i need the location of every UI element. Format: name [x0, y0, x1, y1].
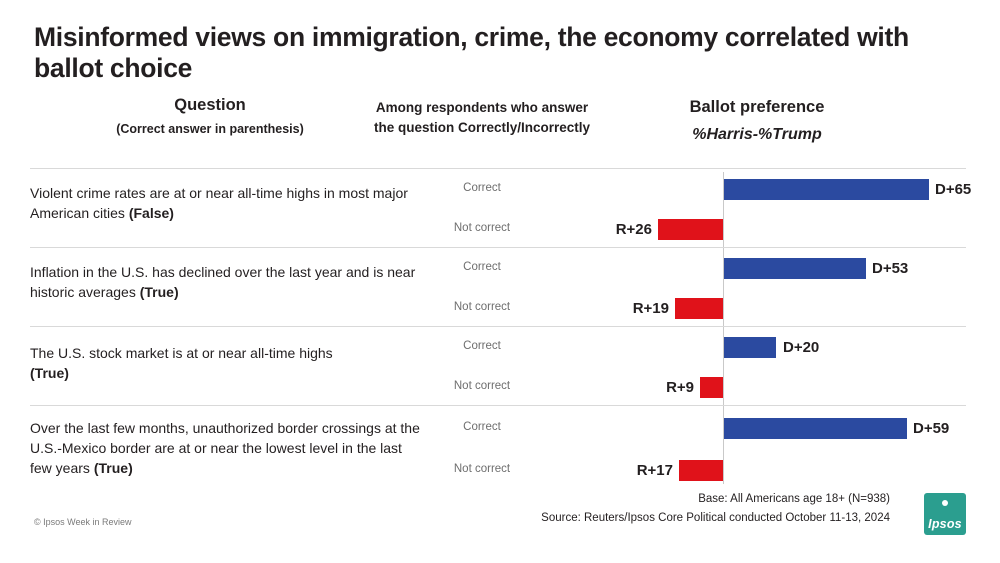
bar-value-republican: R+19	[632, 300, 669, 317]
footer-base: Base: All Americans age 18+ (N=938)	[698, 492, 890, 505]
chart-subrow-not-correct	[0, 372, 1000, 406]
chart-row-group	[0, 326, 1000, 405]
chart-row-group	[0, 405, 1000, 491]
footer-source: Source: Reuters/Ipsos Core Political conducted October 11-13, 2024	[541, 512, 890, 525]
bar-democrat	[724, 258, 866, 279]
ipsos-logo	[924, 493, 966, 535]
bar-value-democrat: D+59	[913, 420, 950, 437]
subrow-label-correct: Correct	[463, 182, 501, 194]
chart-subrow-correct	[0, 174, 1000, 208]
question-statement: The U.S. stock market is at or near all-time highs	[30, 345, 333, 361]
bar-zone	[0, 253, 1000, 287]
column-header-question	[110, 96, 310, 138]
bar-value-democrat: D+53	[872, 260, 909, 277]
bar-democrat	[724, 337, 776, 358]
chart-subrow-not-correct	[0, 214, 1000, 248]
row-divider	[30, 405, 966, 406]
chart-subrow-not-correct	[0, 455, 1000, 489]
column-header-among-respondents: Among respondents who answer the question Correctly/Incorrectly	[373, 100, 591, 135]
column-header-question-label: Question	[174, 96, 246, 114]
question-statement: Inflation in the U.S. has declined over the last year and is near historic averages	[30, 264, 416, 300]
bar-value-republican: R+17	[636, 462, 673, 479]
row-divider	[30, 326, 966, 327]
bar-republican	[675, 298, 723, 319]
page-title: Misinformed views on immigration, crime, the economy correlated with ballot choice	[34, 22, 909, 84]
bar-zone	[0, 293, 1000, 327]
logo-dot-icon	[942, 500, 948, 506]
subrow-label-not-correct: Not correct	[453, 222, 511, 234]
subrow-label-correct: Correct	[463, 261, 501, 273]
bar-democrat	[724, 179, 929, 200]
subrow-label-not-correct: Not correct	[453, 301, 511, 313]
bar-republican	[700, 377, 723, 398]
question-statement: Violent crime rates are at or near all-time highs in most major American cities	[30, 185, 408, 221]
row-divider	[30, 168, 966, 169]
bar-zone	[0, 174, 1000, 208]
chart-subrow-correct	[0, 413, 1000, 447]
column-header-ballot-preference	[612, 98, 902, 144]
subrow-label-correct: Correct	[463, 421, 501, 433]
subrow-label-correct: Correct	[463, 340, 501, 352]
copyright-note: © Ipsos Week in Review	[34, 517, 132, 527]
bar-democrat	[724, 418, 907, 439]
bar-republican	[679, 460, 723, 481]
bar-zone	[0, 455, 1000, 489]
chart-subrow-not-correct	[0, 293, 1000, 327]
column-header-ballot-sublabel: %Harris-%Trump	[692, 126, 822, 143]
chart-subrow-correct	[0, 332, 1000, 366]
chart-row-group	[0, 247, 1000, 326]
column-header-question-sublabel: (Correct answer in parenthesis)	[116, 122, 304, 136]
column-header-ballot-label: Ballot preference	[689, 98, 825, 116]
bar-republican	[658, 219, 723, 240]
chart-subrow-correct	[0, 253, 1000, 287]
subrow-label-not-correct: Not correct	[453, 380, 511, 392]
logo-text: Ipsos	[928, 517, 962, 531]
question-correct-answer: (True)	[93, 459, 133, 476]
bar-zone	[0, 214, 1000, 248]
chart-row-group	[0, 168, 1000, 247]
question-correct-answer: (True)	[30, 364, 69, 381]
footer-notes	[541, 490, 890, 529]
question-statement: Over the last few months, unauthorized border crossings at the U.S.-Mexico border are at or near the lowest level in the last few years	[30, 420, 420, 476]
chart-rows	[0, 168, 1000, 491]
bar-zone	[0, 372, 1000, 406]
subrow-label-not-correct: Not correct	[453, 463, 511, 475]
bar-zone	[0, 413, 1000, 447]
question-correct-answer: (True)	[139, 283, 179, 300]
bar-value-republican: R+9	[666, 379, 694, 396]
bar-value-democrat: D+20	[783, 339, 820, 356]
bar-value-democrat: D+65	[935, 181, 972, 198]
bar-value-republican: R+26	[615, 221, 652, 238]
row-divider	[30, 247, 966, 248]
bar-zone	[0, 332, 1000, 366]
question-correct-answer: (False)	[128, 204, 174, 221]
